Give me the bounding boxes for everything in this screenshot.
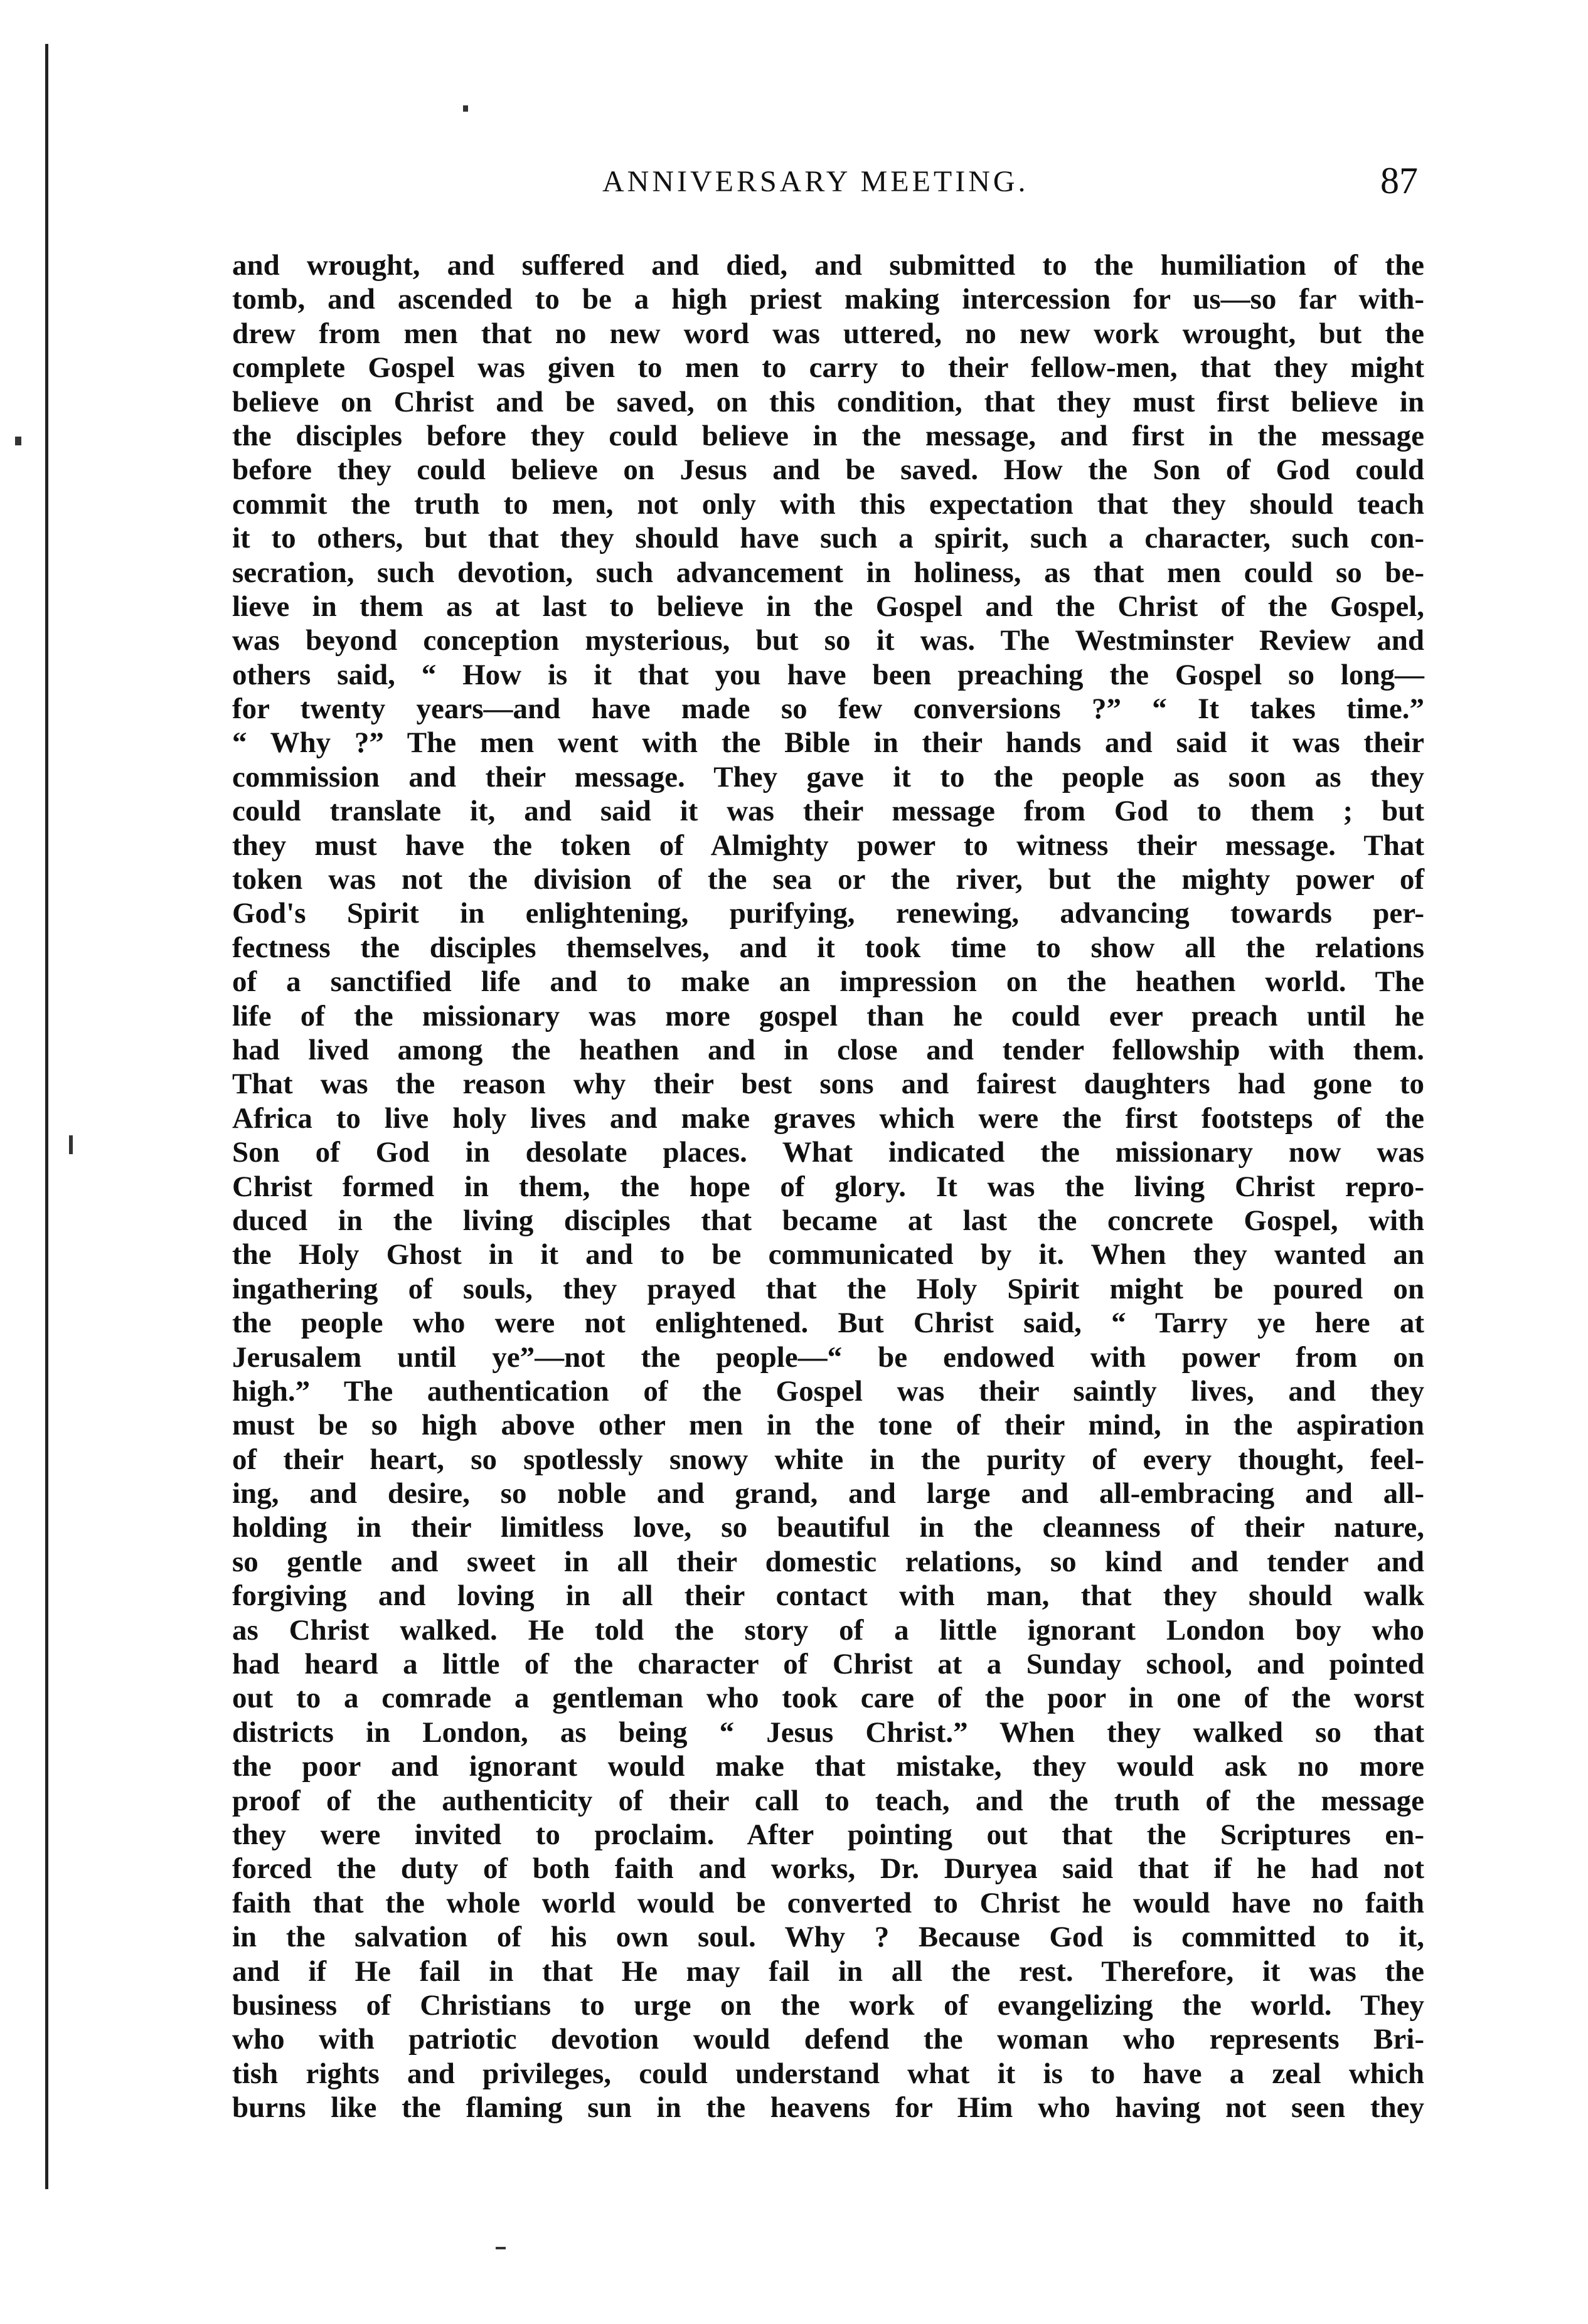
text-line: holding in their limitless love, so beautiful in the cleanness of their nature,	[232, 1511, 1424, 1544]
text-line: who with patriotic devotion would defend the woman who represents Bri-	[232, 2023, 1424, 2056]
text-line: tomb, and ascended to be a high priest making intercession for us—so far with-	[232, 283, 1424, 316]
text-line: others said, “ How is it that you have been preaching the Gospel so long—	[232, 658, 1424, 691]
text-line: That was the reason why their best sons and fairest daughters had gone to	[232, 1068, 1424, 1101]
text-line: out to a comrade a gentleman who took care of the poor in one of the worst	[232, 1682, 1424, 1715]
text-line: and wrought, and suffered and died, and submitted to the humiliation of the	[232, 249, 1424, 282]
page-number: 87	[1380, 160, 1418, 201]
text-line: the disciples before they could believe in the message, and first in the message	[232, 419, 1424, 452]
text-line: complete Gospel was given to men to carry to their fellow-men, that they might	[232, 351, 1424, 385]
text-line: ingathering of souls, they prayed that the Holy Spirit might be poured on	[232, 1272, 1424, 1305]
text-line: high.” The authentication of the Gospel was their saintly lives, and they	[232, 1374, 1424, 1408]
text-line: of a sanctified life and to make an impression on the heathen world. The	[232, 965, 1424, 999]
text-line: the poor and ignorant would make that mistake, they would ask no more	[232, 1750, 1424, 1783]
text-line: and if He fail in that He may fail in all the rest. Therefore, it was the	[232, 1955, 1424, 1988]
text-line: for twenty years—and have made so few conversions ?” “ It takes time.”	[232, 692, 1424, 726]
text-line: had heard a little of the character of Christ at a Sunday school, and pointed	[232, 1648, 1424, 1681]
margin-speck	[69, 1135, 73, 1154]
text-line: before they could believe on Jesus and be saved. How the Son of God could	[232, 454, 1424, 487]
text-line: so gentle and sweet in all their domestic relations, so kind and tender and	[232, 1545, 1424, 1578]
text-line: it to others, but that they should have such a spirit, such a character, such con-	[232, 522, 1424, 555]
text-line: as Christ walked. He told the story of a little ignorant London boy who	[232, 1613, 1424, 1647]
text-line: forgiving and loving in all their contact with man, that they should walk	[232, 1579, 1424, 1613]
running-head: ANNIVERSARY MEETING.	[602, 165, 1029, 198]
text-line: in the salvation of his own soul. Why ? Because God is committed to it,	[232, 1921, 1424, 1954]
text-line: Jerusalem until ye”—not the people—“ be endowed with power from on	[232, 1340, 1424, 1374]
text-line: God's Spirit in enlightening, purifying, renewing, advancing towards per-	[232, 897, 1424, 930]
text-line: drew from men that no new word was uttered, no new work wrought, but the	[232, 317, 1424, 350]
text-line: commission and their message. They gave it to the people as soon as they	[232, 760, 1424, 793]
text-line: “ Why ?” The men went with the Bible in their hands and said it was their	[232, 726, 1424, 760]
text-line: secration, such devotion, such advancement in holiness, as that men could so be-	[232, 556, 1424, 589]
text-line: had lived among the heathen and in close and tender fellowship with them.	[232, 1033, 1424, 1066]
text-line: business of Christians to urge on the work of evangelizing the world. They	[232, 1988, 1424, 2022]
left-margin-rule	[45, 44, 48, 2189]
text-line: burns like the flaming sun in the heavens for Him who having not seen they	[232, 2091, 1424, 2125]
margin-speck	[463, 105, 468, 112]
text-line: must be so high above other men in the tone of their mind, in the aspiration	[232, 1409, 1424, 1442]
text-line: faith that the whole world would be converted to Christ he would have no faith	[232, 1886, 1424, 1919]
text-line: Africa to live holy lives and make graves which were the first footsteps of the	[232, 1101, 1424, 1135]
text-line: the Holy Ghost in it and to be communicated by it. When they wanted an	[232, 1238, 1424, 1271]
text-line: could translate it, and said it was their message from God to them ; but	[232, 795, 1424, 828]
text-line: was beyond conception mysterious, but so it was. The Westminster Review and	[232, 624, 1424, 657]
text-line: they were invited to proclaim. After pointing out that the Scriptures en-	[232, 1818, 1424, 1851]
body-text	[232, 248, 1424, 2125]
text-line: Christ formed in them, the hope of glory. It was the living Christ repro-	[232, 1170, 1424, 1203]
text-line: forced the duty of both faith and works, Dr. Duryea said that if he had not	[232, 1852, 1424, 1886]
text-line: proof of the authenticity of their call to teach, and the truth of the message	[232, 1784, 1424, 1817]
text-line: token was not the division of the sea or the river, but the mighty power of	[232, 863, 1424, 896]
text-line: districts in London, as being “ Jesus Christ.” When they walked so that	[232, 1716, 1424, 1749]
text-line: ing, and desire, so noble and grand, and large and all-embracing and all-	[232, 1477, 1424, 1510]
margin-speck	[496, 2247, 506, 2249]
text-line: life of the missionary was more gospel than he could ever preach until he	[232, 999, 1424, 1032]
text-line: lieve in them as at last to believe in the Gospel and the Christ of the Gospel,	[232, 590, 1424, 623]
margin-speck	[15, 437, 21, 445]
text-line: tish rights and privileges, could understand what it is to have a zeal which	[232, 2057, 1424, 2090]
text-line: they must have the token of Almighty power to witness their message. That	[232, 829, 1424, 862]
text-line: commit the truth to men, not only with this expectation that they should teach	[232, 487, 1424, 521]
page-header	[232, 160, 1424, 215]
text-line: of their heart, so spotlessly snowy white in the purity of every thought, feel-	[232, 1443, 1424, 1476]
text-line: Son of God in desolate places. What indicated the missionary now was	[232, 1136, 1424, 1169]
text-line: the people who were not enlightened. But Christ said, “ Tarry ye here at	[232, 1307, 1424, 1340]
text-line: fectness the disciples themselves, and it took time to show all the relations	[232, 931, 1424, 964]
text-line: believe on Christ and be saved, on this condition, that they must first believe in	[232, 385, 1424, 418]
text-line: duced in the living disciples that became at last the concrete Gospel, with	[232, 1204, 1424, 1237]
